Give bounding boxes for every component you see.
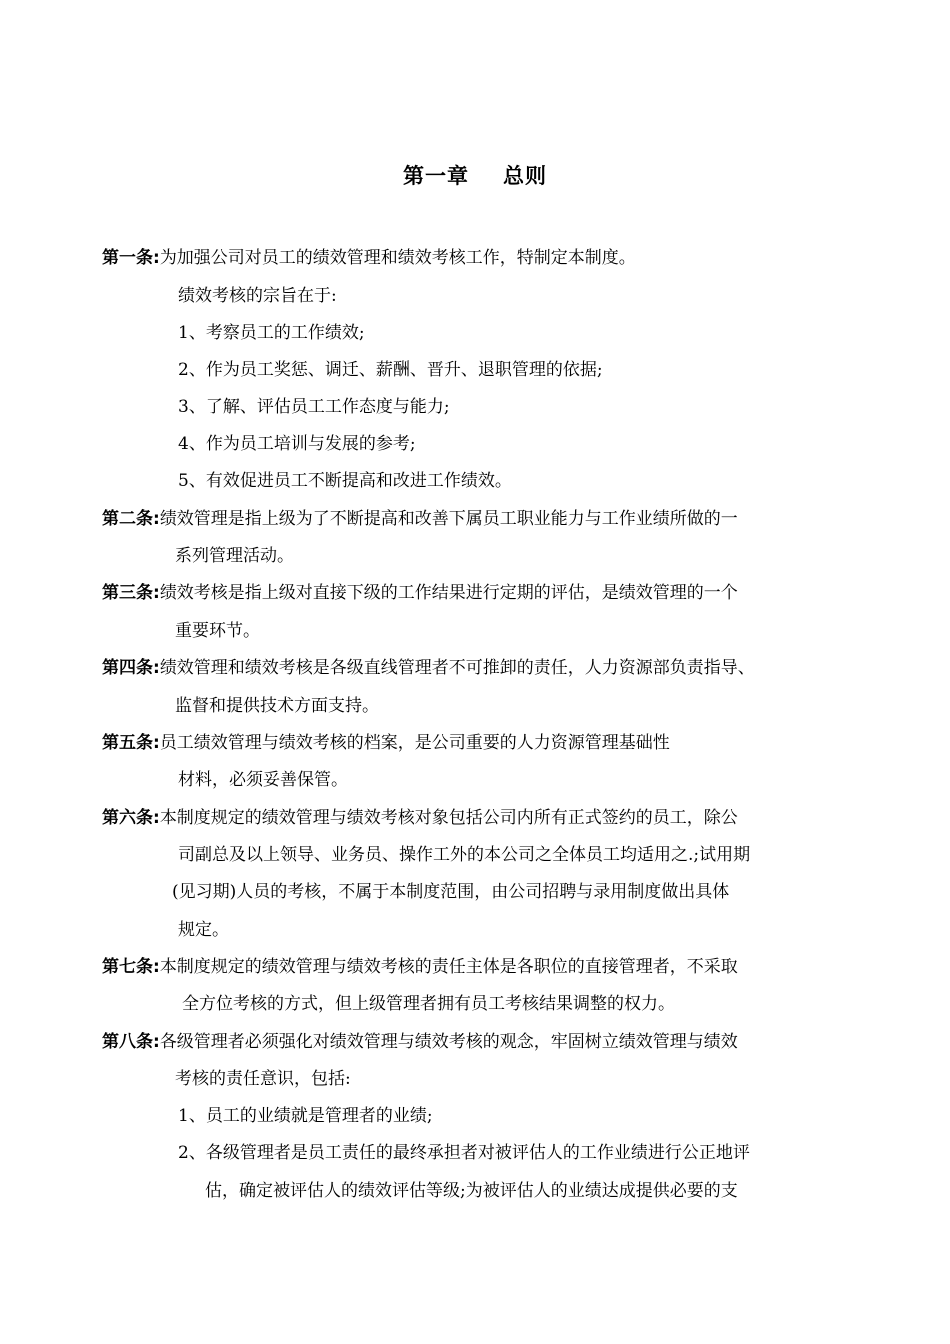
list-item: 3、了解、评估员工工作态度与能力; <box>178 397 450 417</box>
chapter-name: 总则 <box>503 164 547 188</box>
article-text-continued: (见习期)人员的考核，不属于本制度范围，由公司招聘与录用制度做出具体 <box>172 882 730 902</box>
article-5 <box>102 731 670 755</box>
article-text-continued: 全方位考核的方式，但上级管理者拥有员工考核结果调整的权力。 <box>182 994 675 1014</box>
article-text-continued: 材料，必须妥善保管。 <box>178 770 348 790</box>
article-text: 为加强公司对员工的绩效管理和绩效考核工作，特制定本制度。 <box>159 248 636 268</box>
article-8 <box>102 1030 738 1054</box>
list-item: 4、作为员工培训与发展的参考; <box>178 434 416 454</box>
article-text: 各级管理者必须强化对绩效管理与绩效考核的观念，牢固树立绩效管理与绩效 <box>159 1032 738 1052</box>
article-3 <box>102 581 738 605</box>
article-text-continued: 监督和提供技术方面支持。 <box>175 696 379 716</box>
article-text: 员工绩效管理与绩效考核的档案，是公司重要的人力资源管理基础性 <box>159 733 670 753</box>
article-text: 绩效管理是指上级为了不断提高和改善下属员工职业能力与工作业绩所做的一 <box>159 509 738 529</box>
article-4 <box>102 656 755 680</box>
article-label: 第七条: <box>102 957 160 977</box>
article-label: 第二条: <box>102 509 160 529</box>
article-text-continued: 考核的责任意识，包括: <box>175 1069 351 1089</box>
article-2 <box>102 507 738 531</box>
article-6 <box>102 806 738 830</box>
article-label: 第六条: <box>102 808 160 828</box>
article-label: 第八条: <box>102 1032 160 1052</box>
article-text: 绩效考核是指上级对直接下级的工作结果进行定期的评估，是绩效管理的一个 <box>159 583 738 603</box>
article-label: 第三条: <box>102 583 160 603</box>
article-label: 第四条: <box>102 658 160 678</box>
article-1 <box>102 246 636 270</box>
article-text-continued: 重要环节。 <box>175 621 260 641</box>
list-item-continued: 估，确定被评估人的绩效评估等级;为被评估人的业绩达成提供必要的支 <box>205 1181 738 1201</box>
list-item: 2、作为员工奖惩、调迁、薪酬、晋升、退职管理的依据; <box>178 360 603 380</box>
chapter-number: 第一章 <box>403 164 469 188</box>
purpose-heading: 绩效考核的宗旨在于: <box>178 286 337 306</box>
article-text: 本制度规定的绩效管理与绩效考核的责任主体是各职位的直接管理者，不采取 <box>159 957 738 977</box>
chapter-title <box>0 160 950 190</box>
article-text-continued: 司副总及以上领导、业务员、操作工外的本公司之全体员工均适用之.;试用期 <box>178 845 751 865</box>
article-label: 第五条: <box>102 733 160 753</box>
list-item: 2、各级管理者是员工责任的最终承担者对被评估人的工作业绩进行公正地评 <box>178 1143 750 1163</box>
article-text: 绩效管理和绩效考核是各级直线管理者不可推卸的责任，人力资源部负责指导、 <box>159 658 755 678</box>
list-item: 1、员工的业绩就是管理者的业绩; <box>178 1106 433 1126</box>
article-text-continued: 系列管理活动。 <box>175 546 294 566</box>
article-text: 本制度规定的绩效管理与绩效考核对象包括公司内所有正式签约的员工，除公 <box>159 808 738 828</box>
article-7 <box>102 955 738 979</box>
list-item: 1、考察员工的工作绩效; <box>178 323 365 343</box>
article-label: 第一条: <box>102 248 160 268</box>
article-text-continued: 规定。 <box>178 920 229 940</box>
list-item: 5、有效促进员工不断提高和改进工作绩效。 <box>178 471 512 491</box>
